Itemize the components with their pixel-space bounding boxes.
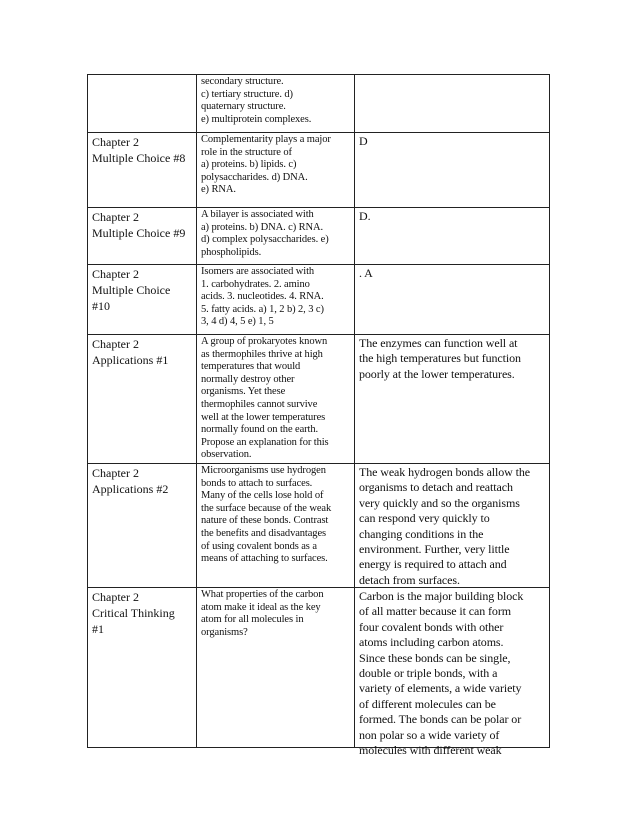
- answer-line: the high temperatures but function: [359, 351, 521, 366]
- answer-cell: [355, 588, 550, 758]
- question-line: well at the lower temperatures: [201, 411, 326, 423]
- answer-line: very quickly and so the organisms: [359, 495, 520, 510]
- row-label-cell: [88, 464, 197, 588]
- question-line: thermophiles cannot survive: [201, 398, 318, 410]
- answer-line: four covalent bonds with other: [359, 619, 504, 634]
- row-label-cell: [88, 588, 197, 748]
- row-label-line: Multiple Choice #8: [92, 151, 186, 165]
- questions-table-body: [88, 75, 550, 758]
- row-label-cell: [88, 335, 197, 464]
- question-line: A bilayer is associated with: [201, 209, 314, 220]
- answer-cell: [355, 75, 550, 133]
- question-line: organisms?: [201, 626, 248, 638]
- question-cell: [197, 133, 355, 208]
- answer-line: of all matter because it can form: [359, 604, 511, 619]
- question-line: a) proteins. b) lipids. c): [201, 159, 297, 171]
- question-line: 3, 4 d) 4, 5 e) 1, 5: [201, 316, 274, 328]
- answer-line: Carbon is the major building block: [359, 589, 524, 603]
- question-line: observation.: [201, 449, 252, 461]
- question-line: What properties of the carbon: [201, 589, 324, 600]
- question-cell: [197, 335, 355, 464]
- question-line: secondary structure.: [201, 76, 284, 87]
- answer-line: detach from surfaces.: [359, 572, 460, 587]
- table-row: [88, 335, 550, 464]
- question-line: Microorganisms use hydrogen: [201, 465, 326, 476]
- row-label-line: Chapter 2: [92, 466, 139, 480]
- answer-line: The enzymes can function well at: [359, 336, 518, 350]
- row-label-line: Chapter 2: [92, 267, 139, 281]
- table-row: [88, 208, 550, 265]
- answer-line: formed. The bonds can be polar or: [359, 712, 522, 727]
- question-cell: [197, 464, 355, 588]
- question-line: e) RNA.: [201, 184, 236, 196]
- table-row: [88, 265, 550, 335]
- question-line: acids. 3. nucleotides. 4. RNA.: [201, 291, 324, 303]
- question-line: c) tertiary structure. d): [201, 88, 293, 100]
- question-line: Many of the cells lose hold of: [201, 490, 324, 502]
- question-line: e) multiprotein complexes.: [201, 113, 312, 125]
- answer-line: The weak hydrogen bonds allow the: [359, 465, 530, 479]
- answer-line: D.: [359, 209, 371, 223]
- question-line: d) complex polysaccharides. e): [201, 234, 329, 246]
- question-cell: [197, 208, 355, 265]
- row-label-line: Multiple Choice #9: [92, 226, 186, 240]
- question-cell: [197, 75, 355, 133]
- row-label-line: Chapter 2: [92, 337, 139, 351]
- answer-line: environment. Further, very little: [359, 542, 510, 557]
- row-label-line: Critical Thinking: [92, 606, 175, 620]
- question-line: role in the structure of: [201, 146, 292, 158]
- question-line: atom make it ideal as the key: [201, 601, 321, 613]
- question-line: Complementarity plays a major: [201, 134, 331, 145]
- row-label-line: #1: [92, 622, 104, 636]
- answer-line: organisms to detach and reattach: [359, 480, 513, 495]
- question-line: normally found on the earth.: [201, 424, 319, 436]
- row-label-line: Applications #2: [92, 482, 169, 496]
- row-label-line: Multiple Choice: [92, 283, 171, 297]
- answer-line: atoms including carbon atoms.: [359, 635, 504, 650]
- question-line: polysaccharides. d) DNA.: [201, 171, 308, 183]
- question-line: nature of these bonds. Contrast: [201, 515, 329, 527]
- question-line: normally destroy other: [201, 373, 295, 385]
- question-line: quaternary structure.: [201, 101, 286, 113]
- row-label-line: Chapter 2: [92, 135, 139, 149]
- answer-line: Since these bonds can be single,: [359, 650, 511, 665]
- table-row: [88, 588, 550, 748]
- row-label-cell: [88, 75, 197, 133]
- answer-cell: [355, 464, 550, 588]
- question-line: bonds to attach to surfaces.: [201, 477, 313, 489]
- question-line: the surface because of the weak: [201, 502, 332, 514]
- question-line: A group of prokaryotes known: [201, 336, 328, 347]
- answer-line: double or triple bonds, with a: [359, 666, 498, 681]
- question-line: Propose an explanation for this: [201, 436, 329, 448]
- row-label-cell: [88, 133, 197, 208]
- questions-table: [87, 74, 550, 758]
- row-label-cell: [88, 208, 197, 265]
- row-label-cell: [88, 265, 197, 335]
- question-cell: [197, 588, 355, 748]
- row-label-line: Applications #1: [92, 353, 169, 367]
- answer-line: D: [359, 134, 368, 148]
- question-line: 5. fatty acids. a) 1, 2 b) 2, 3 c): [201, 303, 324, 315]
- row-label-line: #10: [92, 299, 110, 313]
- answer-line: changing conditions in the: [359, 526, 484, 541]
- question-line: a) proteins. b) DNA. c) RNA.: [201, 221, 324, 233]
- answer-line: . A: [359, 266, 373, 280]
- question-line: means of attaching to surfaces.: [201, 553, 328, 565]
- answer-cell: [355, 335, 550, 464]
- answer-line: can respond very quickly to: [359, 511, 490, 526]
- question-line: of using covalent bonds as a: [201, 540, 317, 552]
- table-row: [88, 464, 550, 588]
- table-row: [88, 75, 550, 133]
- answer-line: of different molecules can be: [359, 696, 496, 711]
- question-line: temperatures that would: [201, 361, 301, 373]
- question-line: atom for all molecules in: [201, 614, 304, 626]
- question-cell: [197, 265, 355, 335]
- table-row: [88, 133, 550, 208]
- row-label-line: Chapter 2: [92, 590, 139, 604]
- question-line: the benefits and disadvantages: [201, 527, 326, 539]
- answer-line: molecules with different weak: [359, 743, 502, 758]
- answer-line: non polar so a wide variety of: [359, 727, 500, 742]
- row-label-line: Chapter 2: [92, 210, 139, 224]
- answer-line: energy is required to attach and: [359, 557, 507, 572]
- answer-line: poorly at the lower temperatures.: [359, 366, 515, 381]
- question-line: organisms. Yet these: [201, 386, 286, 398]
- question-line: 1. carbohydrates. 2. amino: [201, 278, 310, 290]
- answer-cell: [355, 133, 550, 208]
- question-line: as thermophiles thrive at high: [201, 348, 323, 360]
- question-line: phospholipids.: [201, 246, 262, 258]
- answer-cell: [355, 265, 550, 335]
- answer-line: variety of elements, a wide variety: [359, 681, 522, 696]
- question-line: Isomers are associated with: [201, 266, 315, 277]
- answer-cell: [355, 208, 550, 265]
